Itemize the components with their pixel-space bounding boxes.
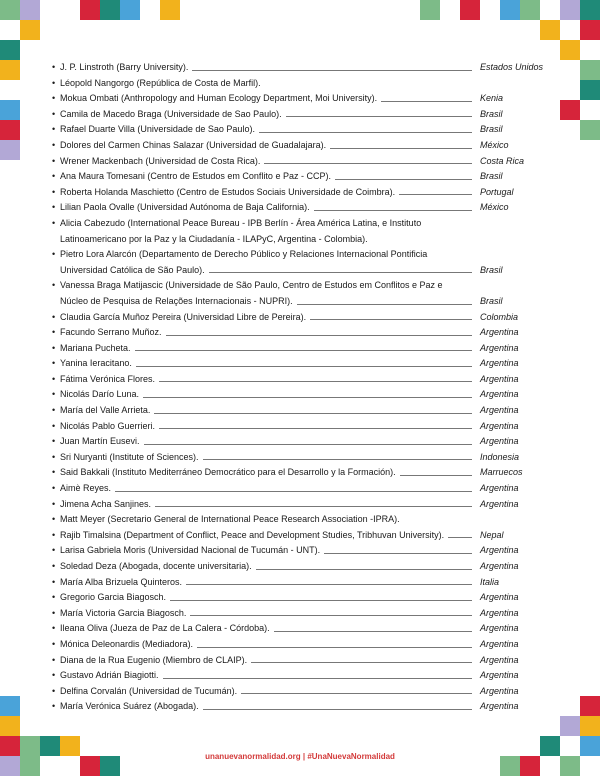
leader-line (400, 475, 472, 476)
leader-line (190, 615, 472, 616)
signatory-name: Mariana Pucheta. (60, 342, 131, 353)
leader-line (274, 631, 472, 632)
leader-line (166, 335, 472, 336)
bullet-icon: • (52, 685, 56, 696)
signatory-name: Léopold Nangorgo (República de Costa de Marfil). (60, 77, 261, 88)
list-item (52, 325, 552, 341)
deco-square (0, 140, 20, 160)
list-item (52, 637, 552, 653)
bullet-icon: • (52, 467, 56, 478)
deco-square (120, 0, 140, 20)
bullet-icon: • (52, 451, 56, 462)
leader-line (203, 709, 472, 710)
country-label: Argentina (480, 638, 519, 649)
bullet-icon: • (52, 108, 56, 119)
list-item (52, 372, 552, 388)
deco-square (160, 0, 180, 20)
list-item (52, 169, 552, 185)
bullet-icon: • (52, 139, 56, 150)
list-item (52, 653, 552, 669)
deco-square (80, 0, 100, 20)
country-label: Argentina (480, 373, 519, 384)
country-label: Estados Unidos (480, 62, 544, 72)
bullet-icon: • (52, 280, 56, 291)
signatory-name: Diana de la Rua Eugenio (Miembro de CLAIP). (60, 654, 248, 665)
leader-line (136, 366, 472, 367)
list-item (52, 107, 552, 123)
leader-line (155, 506, 472, 507)
list-item (52, 216, 552, 247)
signatory-name: María del Valle Arrieta. (60, 405, 151, 416)
country-label: Argentina (480, 483, 519, 494)
signatory-name: Facundo Serrano Muñoz. (60, 327, 162, 338)
list-item (52, 450, 552, 466)
signatory-name: Rajib Timalsina (Department of Conflict, Peace and Development Studies, Tribhuvan University). (60, 529, 445, 540)
deco-square (560, 0, 580, 20)
list-item (52, 512, 552, 528)
country-label: México (480, 202, 509, 213)
bullet-icon: • (52, 186, 56, 197)
leader-line (335, 179, 472, 180)
bullet-icon: • (52, 638, 56, 649)
signatory-name: J. P. Linstroth (Barry University). (60, 62, 189, 72)
country-label: Argentina (480, 623, 519, 634)
country-label: Argentina (480, 701, 519, 712)
leader-line (159, 428, 472, 429)
deco-square (540, 20, 560, 40)
country-label: Marruecos (480, 467, 523, 478)
deco-square (580, 80, 600, 100)
country-label: Argentina (480, 436, 519, 447)
list-item (52, 154, 552, 170)
leader-line (163, 678, 472, 679)
signatory-name: Rafael Duarte Villa (Universidade de Sao Paulo). (60, 124, 255, 135)
signatory-name: Nicolás Darío Luna. (60, 389, 140, 400)
country-label: Indonesia (480, 451, 520, 462)
deco-square (420, 0, 440, 20)
bullet-icon: • (52, 373, 56, 384)
deco-square (580, 20, 600, 40)
deco-square (0, 120, 20, 140)
signatory-name: Claudia García Muñoz Pereira (Universidad Libre de Pereira). (60, 311, 307, 322)
signatory-name: Ileana Oliva (Jueza de Paz de La Calera - Córdoba). (60, 623, 270, 634)
leader-line (186, 584, 472, 585)
bullet-icon: • (52, 124, 56, 135)
deco-square (580, 120, 600, 140)
bullet-icon: • (52, 514, 56, 525)
deco-square (560, 716, 580, 736)
deco-square (580, 0, 600, 20)
list-item (52, 200, 552, 216)
deco-square (460, 0, 480, 20)
country-label: Brasil (480, 124, 503, 135)
bullet-icon: • (52, 358, 56, 369)
signatory-name: Yanina Ieracitano. (60, 358, 132, 369)
signatory-name: Gustavo Adrián Biagiotti. (60, 670, 159, 681)
leader-line (170, 600, 472, 601)
bullet-icon: • (52, 342, 56, 353)
country-label: Argentina (480, 327, 519, 338)
bullet-icon: • (52, 77, 56, 88)
list-item (52, 621, 552, 637)
signatory-name: Juan Martín Eusevi. (60, 436, 140, 447)
leader-line (197, 647, 472, 648)
country-label: Argentina (480, 685, 519, 696)
signatory-name: Mokua Ombati (Anthropology and Human Ecology Department, Moi University). (60, 93, 378, 104)
leader-line (192, 70, 472, 71)
list-item (52, 356, 552, 372)
signatory-name: Sri Nuryanti (Institute of Sciences). (60, 451, 199, 462)
deco-square (0, 60, 20, 80)
signatory-name: Pietro Lora Alarcón (Departamento de Derecho Público y Relaciones Internacional Pontificia Universidad Católica de São Paulo). (60, 249, 428, 275)
list-item (52, 403, 552, 419)
bullet-icon: • (52, 405, 56, 416)
signatory-name: Alicia Cabezudo (International Peace Bureau - IPB Berlín - Área América Latina, e Instituto Latinoamericano por la Paz y la Ciudadanía - ILAPyC, Argentina - Colombia). (60, 217, 422, 244)
list-item (52, 341, 552, 357)
bullet-icon: • (52, 670, 56, 681)
footer-link[interactable]: unanuevanormalidad.org | #UnaNuevaNormalidad (205, 752, 395, 761)
country-label: Colombia (480, 311, 519, 322)
list-item (52, 606, 552, 622)
country-label: Brasil (480, 108, 503, 119)
country-label: Argentina (480, 561, 519, 571)
list-item (52, 590, 552, 606)
country-label: Italia (480, 576, 500, 587)
bullet-icon: • (52, 420, 56, 431)
leader-line (297, 304, 472, 305)
deco-square (20, 20, 40, 40)
list-item (52, 91, 552, 107)
bullet-icon: • (52, 701, 56, 712)
country-label: Argentina (480, 654, 519, 665)
bullet-icon: • (52, 249, 56, 260)
signatory-name: Lilian Paola Ovalle (Universidad Autónoma de Baja California). (60, 202, 310, 213)
leader-line (203, 459, 472, 460)
bullet-icon: • (52, 327, 56, 338)
list-item (52, 668, 552, 684)
leader-line (324, 553, 472, 554)
list-item (52, 419, 552, 435)
signatory-name: Matt Meyer (Secretario General de International Peace Research Association -IPRA). (60, 514, 400, 525)
list-item (52, 138, 552, 154)
leader-line (159, 381, 472, 382)
bullet-icon: • (52, 436, 56, 447)
list-item (52, 185, 552, 201)
deco-square (0, 696, 20, 716)
leader-line (256, 569, 472, 570)
bullet-icon: • (52, 654, 56, 665)
leader-line (154, 413, 472, 414)
signatory-name: Dolores del Carmen Chinas Salazar (Universidad de Guadalajara). (60, 139, 327, 150)
country-label: Argentina (480, 420, 519, 431)
country-label: Brasil (480, 171, 503, 182)
signatory-name: Aimè Reyes. (60, 483, 112, 494)
leader-line (251, 662, 472, 663)
signatory-name: María Victoria Garcia Biagosch. (60, 607, 187, 618)
signatory-name: Nicolás Pablo Guerrieri. (60, 420, 156, 431)
bullet-icon: • (52, 561, 56, 571)
bullet-icon: • (52, 171, 56, 182)
deco-square (0, 0, 20, 20)
list-item (52, 559, 552, 575)
deco-square (560, 40, 580, 60)
leader-line (381, 101, 472, 102)
bullet-icon: • (52, 62, 56, 72)
country-label: Argentina (480, 498, 519, 509)
list-item (52, 528, 552, 544)
leader-line (314, 210, 472, 211)
signatory-name: Roberta Holanda Maschietto (Centro de Estudos Sociais Universidade de Coimbra). (60, 186, 396, 197)
country-label: México (480, 139, 509, 150)
bullet-icon: • (52, 483, 56, 494)
country-label: Portugal (480, 186, 514, 197)
leader-line (209, 272, 472, 273)
leader-line (115, 491, 472, 492)
country-label: Argentina (480, 545, 519, 556)
bullet-icon: • (52, 623, 56, 634)
country-label: Argentina (480, 358, 519, 369)
bullet-icon: • (52, 545, 56, 556)
list-item (52, 684, 552, 700)
list-item (52, 699, 552, 715)
leader-line (144, 444, 472, 445)
bullet-icon: • (52, 217, 56, 228)
deco-square (560, 100, 580, 120)
list-item (52, 387, 552, 403)
signatory-name: Soledad Deza (Abogada, docente universitaria). (60, 561, 252, 571)
bullet-icon: • (52, 576, 56, 587)
signatory-name: Mónica Deleonardis (Mediadora). (60, 638, 194, 649)
list-item (52, 465, 552, 481)
leader-line (448, 537, 472, 538)
deco-square (580, 716, 600, 736)
signatory-name: Vanessa Braga Matijascic (Universidade de São Paulo, Centro de Estudos em Conflitos e Paz e Núcleo de Pesquisa de Relações Internacionais - NUPRI). (60, 280, 443, 306)
bullet-icon: • (52, 389, 56, 400)
leader-line (135, 350, 472, 351)
leader-line (264, 163, 472, 164)
bullet-icon: • (52, 93, 56, 104)
deco-square (0, 716, 20, 736)
country-label: Kenia (480, 93, 504, 104)
signatory-name: Camila de Macedo Braga (Universidade de Sao Paulo). (60, 108, 282, 119)
bullet-icon: • (52, 592, 56, 603)
leader-line (399, 194, 472, 195)
deco-square (0, 100, 20, 120)
list-item (52, 247, 552, 278)
country-label: Argentina (480, 607, 519, 618)
deco-square (520, 0, 540, 20)
signatory-name: Fátima Verónica Flores. (60, 373, 156, 384)
signatory-name: Said Bakkali (Instituto Mediterráneo Democrático para el Desarrollo y la Formación). (60, 467, 396, 478)
country-label: Argentina (480, 405, 519, 416)
leader-line (286, 116, 472, 117)
deco-square (500, 0, 520, 20)
country-label: Brasil (480, 295, 503, 306)
bullet-icon: • (52, 529, 56, 540)
deco-square (580, 60, 600, 80)
signatory-name: Ana Maura Tomesani (Centro de Estudos em Conflito e Paz - CCP). (60, 171, 331, 182)
bullet-icon: • (52, 498, 56, 509)
leader-line (259, 132, 472, 133)
leader-line (330, 148, 472, 149)
country-label: Argentina (480, 592, 519, 603)
signatory-name: Wrener Mackenbach (Universidad de Costa Rica). (60, 155, 261, 166)
signatory-name: Larisa Gabriela Moris (Universidad Nacional de Tucumán - UNT). (60, 545, 321, 556)
list-item (52, 434, 552, 450)
list-item (52, 60, 552, 76)
deco-square (580, 696, 600, 716)
bullet-icon: • (52, 155, 56, 166)
bullet-icon: • (52, 202, 56, 213)
leader-line (310, 319, 472, 320)
signatory-name: Delfina Corvalán (Universidad de Tucumán). (60, 685, 238, 696)
signatory-list (52, 60, 552, 715)
leader-line (241, 693, 472, 694)
signatory-name: Jimena Acha Sanjines. (60, 498, 152, 509)
list-item (52, 278, 552, 309)
list-item (52, 543, 552, 559)
signatory-name: María Alba Brizuela Quinteros. (60, 576, 183, 587)
country-label: Brasil (480, 264, 503, 275)
country-label: Argentina (480, 342, 519, 353)
leader-line (143, 397, 472, 398)
deco-square (100, 0, 120, 20)
list-item (52, 481, 552, 497)
list-item (52, 310, 552, 326)
list-item (52, 497, 552, 513)
list-item (52, 122, 552, 138)
signatory-name: María Verónica Suárez (Abogada). (60, 701, 199, 712)
country-label: Nepal (480, 529, 504, 540)
signatory-name: Gregorio Garcia Biagosch. (60, 592, 167, 603)
deco-square (0, 40, 20, 60)
deco-square (20, 0, 40, 20)
country-label: Argentina (480, 389, 519, 400)
list-item (52, 76, 552, 92)
country-label: Costa Rica (480, 155, 525, 166)
country-label: Argentina (480, 670, 519, 681)
list-item (52, 575, 552, 591)
bullet-icon: • (52, 311, 56, 322)
bullet-icon: • (52, 607, 56, 618)
